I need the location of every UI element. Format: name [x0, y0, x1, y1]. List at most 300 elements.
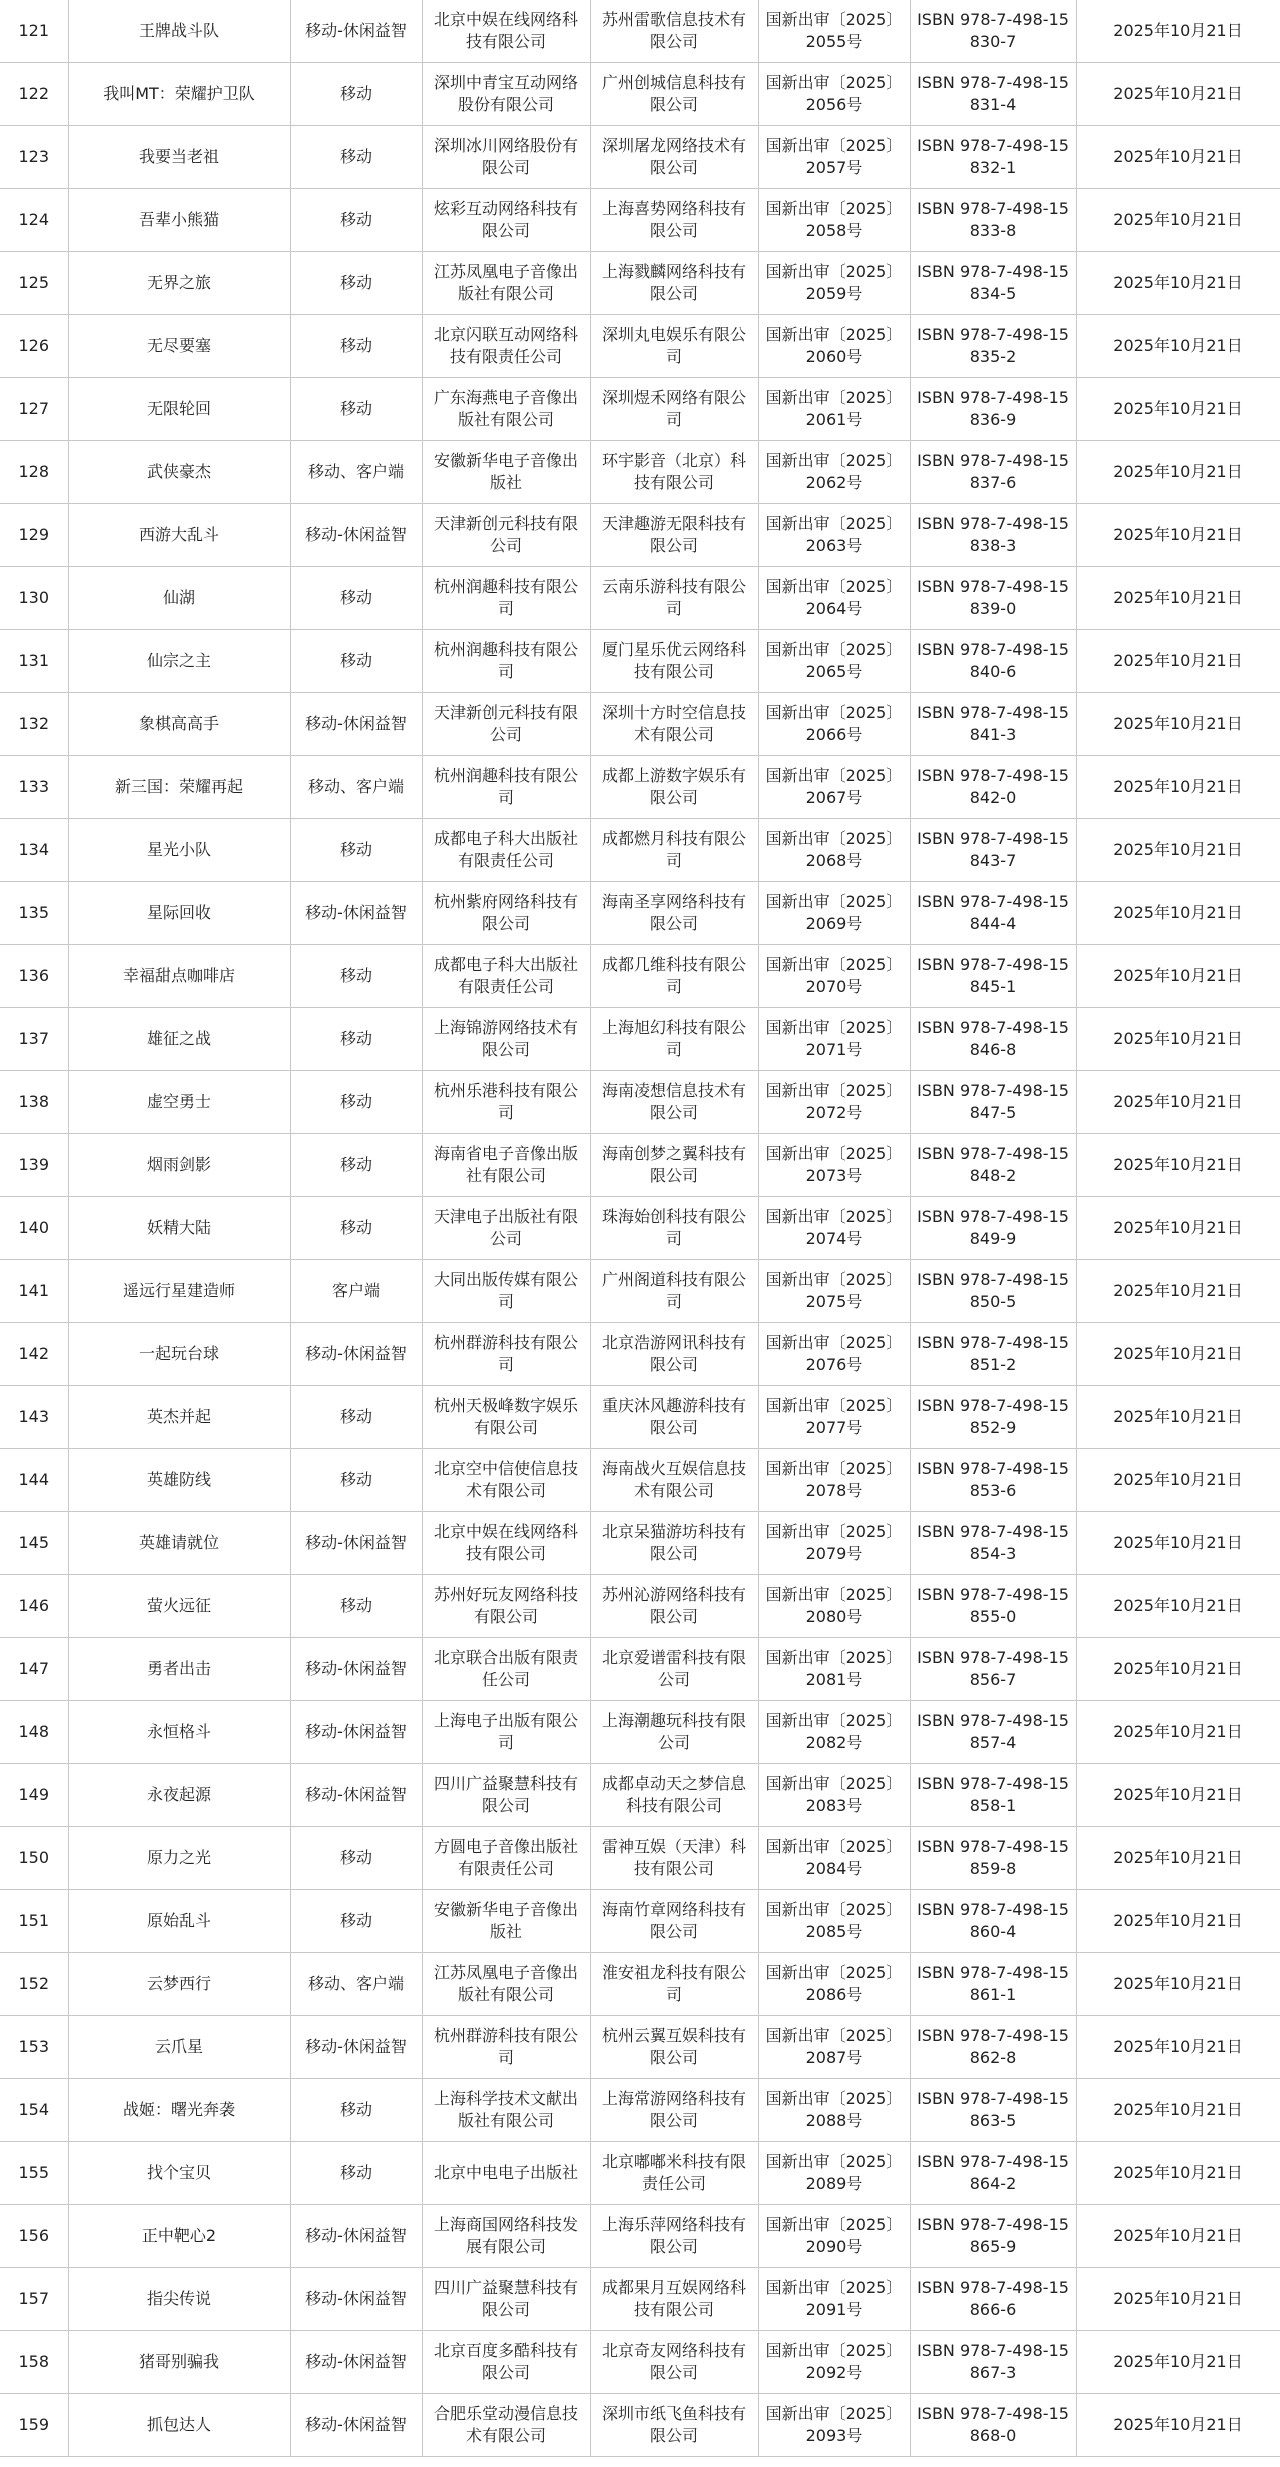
row-number-cell: 143 — [0, 1386, 68, 1449]
game-name-cell: 仙宗之主 — [68, 630, 290, 693]
approval-number-cell: 国新出审〔2025〕2073号 — [758, 1134, 910, 1197]
game-type-cell: 移动 — [290, 1827, 422, 1890]
isbn-cell: ISBN 978-7-498-15833-8 — [910, 189, 1076, 252]
operator-cell: 海南创梦之翼科技有限公司 — [590, 1134, 758, 1197]
game-type-cell: 移动 — [290, 1197, 422, 1260]
table-row — [0, 1953, 1280, 2016]
table-row — [0, 252, 1280, 315]
game-type-cell: 移动、客户端 — [290, 756, 422, 819]
game-name-cell: 找个宝贝 — [68, 2142, 290, 2205]
approval-date-cell: 2025年10月21日 — [1076, 2142, 1280, 2205]
publisher-cell: 大同出版传媒有限公司 — [422, 1260, 590, 1323]
row-number-cell: 138 — [0, 1071, 68, 1134]
game-name-cell: 指尖传说 — [68, 2268, 290, 2331]
operator-cell: 雷神互娱（天津）科技有限公司 — [590, 1827, 758, 1890]
approval-number-cell: 国新出审〔2025〕2065号 — [758, 630, 910, 693]
table-row — [0, 2268, 1280, 2331]
table-row — [0, 2016, 1280, 2079]
game-name-cell: 云爪星 — [68, 2016, 290, 2079]
isbn-cell: ISBN 978-7-498-15832-1 — [910, 126, 1076, 189]
game-name-cell: 幸福甜点咖啡店 — [68, 945, 290, 1008]
game-name-cell: 我叫MT：荣耀护卫队 — [68, 63, 290, 126]
isbn-cell: ISBN 978-7-498-15839-0 — [910, 567, 1076, 630]
operator-cell: 杭州云翼互娱科技有限公司 — [590, 2016, 758, 2079]
game-type-cell: 移动-休闲益智 — [290, 2331, 422, 2394]
isbn-cell: ISBN 978-7-498-15864-2 — [910, 2142, 1076, 2205]
publisher-cell: 杭州紫府网络科技有限公司 — [422, 882, 590, 945]
approval-number-cell: 国新出审〔2025〕2076号 — [758, 1323, 910, 1386]
approval-number-cell: 国新出审〔2025〕2089号 — [758, 2142, 910, 2205]
publisher-cell: 成都电子科大出版社有限责任公司 — [422, 819, 590, 882]
isbn-cell: ISBN 978-7-498-15843-7 — [910, 819, 1076, 882]
approval-number-cell: 国新出审〔2025〕2070号 — [758, 945, 910, 1008]
game-name-cell: 吾辈小熊猫 — [68, 189, 290, 252]
approval-number-cell: 国新出审〔2025〕2077号 — [758, 1386, 910, 1449]
game-name-cell: 新三国：荣耀再起 — [68, 756, 290, 819]
game-type-cell: 移动 — [290, 1449, 422, 1512]
game-name-cell: 虚空勇士 — [68, 1071, 290, 1134]
approval-date-cell: 2025年10月21日 — [1076, 378, 1280, 441]
row-number-cell: 124 — [0, 189, 68, 252]
approval-date-cell: 2025年10月21日 — [1076, 1575, 1280, 1638]
approval-number-cell: 国新出审〔2025〕2066号 — [758, 693, 910, 756]
isbn-cell: ISBN 978-7-498-15851-2 — [910, 1323, 1076, 1386]
approval-number-cell: 国新出审〔2025〕2061号 — [758, 378, 910, 441]
publisher-cell: 天津新创元科技有限公司 — [422, 693, 590, 756]
publisher-cell: 上海锦游网络技术有限公司 — [422, 1008, 590, 1071]
game-type-cell: 移动 — [290, 189, 422, 252]
operator-cell: 上海戮麟网络科技有限公司 — [590, 252, 758, 315]
row-number-cell: 155 — [0, 2142, 68, 2205]
publisher-cell: 广东海燕电子音像出版社有限公司 — [422, 378, 590, 441]
publisher-cell: 北京中娱在线网络科技有限公司 — [422, 1512, 590, 1575]
approval-date-cell: 2025年10月21日 — [1076, 945, 1280, 1008]
approval-date-cell: 2025年10月21日 — [1076, 1638, 1280, 1701]
operator-cell: 成都燃月科技有限公司 — [590, 819, 758, 882]
approval-date-cell: 2025年10月21日 — [1076, 630, 1280, 693]
operator-cell: 天津趣游无限科技有限公司 — [590, 504, 758, 567]
game-name-cell: 正中靶心2 — [68, 2205, 290, 2268]
isbn-cell: ISBN 978-7-498-15847-5 — [910, 1071, 1076, 1134]
game-name-cell: 妖精大陆 — [68, 1197, 290, 1260]
approval-date-cell: 2025年10月21日 — [1076, 1764, 1280, 1827]
row-number-cell: 132 — [0, 693, 68, 756]
approval-date-cell: 2025年10月21日 — [1076, 1449, 1280, 1512]
operator-cell: 北京嘟嘟米科技有限责任公司 — [590, 2142, 758, 2205]
approval-date-cell: 2025年10月21日 — [1076, 189, 1280, 252]
isbn-cell: ISBN 978-7-498-15844-4 — [910, 882, 1076, 945]
game-name-cell: 星光小队 — [68, 819, 290, 882]
publisher-cell: 北京联合出版有限责任公司 — [422, 1638, 590, 1701]
row-number-cell: 129 — [0, 504, 68, 567]
publisher-cell: 四川广益聚慧科技有限公司 — [422, 2268, 590, 2331]
operator-cell: 成都卓动天之梦信息科技有限公司 — [590, 1764, 758, 1827]
isbn-cell: ISBN 978-7-498-15841-3 — [910, 693, 1076, 756]
operator-cell: 上海旭幻科技有限公司 — [590, 1008, 758, 1071]
table-row — [0, 2331, 1280, 2394]
approval-date-cell: 2025年10月21日 — [1076, 441, 1280, 504]
row-number-cell: 154 — [0, 2079, 68, 2142]
isbn-cell: ISBN 978-7-498-15858-1 — [910, 1764, 1076, 1827]
table-row — [0, 1323, 1280, 1386]
table-row — [0, 189, 1280, 252]
operator-cell: 北京呆猫游坊科技有限公司 — [590, 1512, 758, 1575]
game-type-cell: 移动 — [290, 945, 422, 1008]
game-type-cell: 移动-休闲益智 — [290, 1764, 422, 1827]
isbn-cell: ISBN 978-7-498-15866-6 — [910, 2268, 1076, 2331]
approval-date-cell: 2025年10月21日 — [1076, 882, 1280, 945]
publisher-cell: 北京中娱在线网络科技有限公司 — [422, 0, 590, 63]
operator-cell: 深圳煜禾网络有限公司 — [590, 378, 758, 441]
operator-cell: 广州阁道科技有限公司 — [590, 1260, 758, 1323]
row-number-cell: 123 — [0, 126, 68, 189]
game-name-cell: 烟雨剑影 — [68, 1134, 290, 1197]
table-row — [0, 2142, 1280, 2205]
operator-cell: 苏州沁游网络科技有限公司 — [590, 1575, 758, 1638]
publisher-cell: 天津电子出版社有限公司 — [422, 1197, 590, 1260]
game-name-cell: 王牌战斗队 — [68, 0, 290, 63]
row-number-cell: 136 — [0, 945, 68, 1008]
game-type-cell: 移动 — [290, 1575, 422, 1638]
isbn-cell: ISBN 978-7-498-15852-9 — [910, 1386, 1076, 1449]
approval-number-cell: 国新出审〔2025〕2088号 — [758, 2079, 910, 2142]
game-type-cell: 移动 — [290, 315, 422, 378]
approval-date-cell: 2025年10月21日 — [1076, 315, 1280, 378]
table-row — [0, 1512, 1280, 1575]
game-type-cell: 移动-休闲益智 — [290, 1512, 422, 1575]
table-row — [0, 1575, 1280, 1638]
row-number-cell: 122 — [0, 63, 68, 126]
publisher-cell: 杭州润趣科技有限公司 — [422, 756, 590, 819]
approval-number-cell: 国新出审〔2025〕2092号 — [758, 2331, 910, 2394]
approval-date-cell: 2025年10月21日 — [1076, 1197, 1280, 1260]
operator-cell: 上海常游网络科技有限公司 — [590, 2079, 758, 2142]
isbn-cell: ISBN 978-7-498-15834-5 — [910, 252, 1076, 315]
isbn-cell: ISBN 978-7-498-15830-7 — [910, 0, 1076, 63]
row-number-cell: 128 — [0, 441, 68, 504]
approval-number-cell: 国新出审〔2025〕2080号 — [758, 1575, 910, 1638]
game-name-cell: 英雄防线 — [68, 1449, 290, 1512]
table-row — [0, 2079, 1280, 2142]
publisher-cell: 海南省电子音像出版社有限公司 — [422, 1134, 590, 1197]
operator-cell: 深圳十方时空信息技术有限公司 — [590, 693, 758, 756]
row-number-cell: 142 — [0, 1323, 68, 1386]
approval-number-cell: 国新出审〔2025〕2064号 — [758, 567, 910, 630]
approval-date-cell: 2025年10月21日 — [1076, 1890, 1280, 1953]
game-name-cell: 星际回收 — [68, 882, 290, 945]
operator-cell: 上海喜势网络科技有限公司 — [590, 189, 758, 252]
approval-number-cell: 国新出审〔2025〕2071号 — [758, 1008, 910, 1071]
approval-date-cell: 2025年10月21日 — [1076, 2268, 1280, 2331]
game-name-cell: 英雄请就位 — [68, 1512, 290, 1575]
game-name-cell: 武侠豪杰 — [68, 441, 290, 504]
table-row — [0, 567, 1280, 630]
approval-date-cell: 2025年10月21日 — [1076, 1512, 1280, 1575]
game-name-cell: 一起玩台球 — [68, 1323, 290, 1386]
approval-number-cell: 国新出审〔2025〕2074号 — [758, 1197, 910, 1260]
approval-date-cell: 2025年10月21日 — [1076, 1386, 1280, 1449]
row-number-cell: 131 — [0, 630, 68, 693]
publisher-cell: 安徽新华电子音像出版社 — [422, 1890, 590, 1953]
publisher-cell: 上海电子出版有限公司 — [422, 1701, 590, 1764]
publisher-cell: 炫彩互动网络科技有限公司 — [422, 189, 590, 252]
approval-number-cell: 国新出审〔2025〕2085号 — [758, 1890, 910, 1953]
approval-date-cell: 2025年10月21日 — [1076, 1701, 1280, 1764]
table-row — [0, 819, 1280, 882]
approval-number-cell: 国新出审〔2025〕2083号 — [758, 1764, 910, 1827]
publisher-cell: 北京闪联互动网络科技有限责任公司 — [422, 315, 590, 378]
table-row — [0, 1890, 1280, 1953]
approval-number-cell: 国新出审〔2025〕2068号 — [758, 819, 910, 882]
game-type-cell: 移动 — [290, 2079, 422, 2142]
approval-number-cell: 国新出审〔2025〕2060号 — [758, 315, 910, 378]
publisher-cell: 杭州群游科技有限公司 — [422, 1323, 590, 1386]
approval-number-cell: 国新出审〔2025〕2059号 — [758, 252, 910, 315]
game-type-cell: 移动 — [290, 63, 422, 126]
publisher-cell: 深圳冰川网络股份有限公司 — [422, 126, 590, 189]
operator-cell: 重庆沐风趣游科技有限公司 — [590, 1386, 758, 1449]
table-row — [0, 0, 1280, 63]
operator-cell: 海南战火互娱信息技术有限公司 — [590, 1449, 758, 1512]
operator-cell: 海南圣享网络科技有限公司 — [590, 882, 758, 945]
row-number-cell: 127 — [0, 378, 68, 441]
approval-number-cell: 国新出审〔2025〕2087号 — [758, 2016, 910, 2079]
approval-date-cell: 2025年10月21日 — [1076, 756, 1280, 819]
table-row — [0, 1449, 1280, 1512]
game-type-cell: 移动-休闲益智 — [290, 693, 422, 756]
row-number-cell: 130 — [0, 567, 68, 630]
isbn-cell: ISBN 978-7-498-15846-8 — [910, 1008, 1076, 1071]
operator-cell: 广州创城信息科技有限公司 — [590, 63, 758, 126]
game-name-cell: 云梦西行 — [68, 1953, 290, 2016]
operator-cell: 北京浩游网讯科技有限公司 — [590, 1323, 758, 1386]
approval-date-cell: 2025年10月21日 — [1076, 1071, 1280, 1134]
row-number-cell: 125 — [0, 252, 68, 315]
approval-date-cell: 2025年10月21日 — [1076, 1134, 1280, 1197]
publisher-cell: 四川广益聚慧科技有限公司 — [422, 1764, 590, 1827]
table-row — [0, 1827, 1280, 1890]
row-number-cell: 144 — [0, 1449, 68, 1512]
approval-number-cell: 国新出审〔2025〕2091号 — [758, 2268, 910, 2331]
game-type-cell: 移动 — [290, 1008, 422, 1071]
game-type-cell: 移动-休闲益智 — [290, 882, 422, 945]
game-name-cell: 仙湖 — [68, 567, 290, 630]
row-number-cell: 140 — [0, 1197, 68, 1260]
approval-number-cell: 国新出审〔2025〕2072号 — [758, 1071, 910, 1134]
operator-cell: 海南竹章网络科技有限公司 — [590, 1890, 758, 1953]
row-number-cell: 121 — [0, 0, 68, 63]
game-type-cell: 移动 — [290, 1071, 422, 1134]
game-type-cell: 移动-休闲益智 — [290, 2205, 422, 2268]
approval-date-cell: 2025年10月21日 — [1076, 1323, 1280, 1386]
row-number-cell: 149 — [0, 1764, 68, 1827]
game-type-cell: 移动-休闲益智 — [290, 2016, 422, 2079]
approval-date-cell: 2025年10月21日 — [1076, 567, 1280, 630]
operator-cell: 成都上游数字娱乐有限公司 — [590, 756, 758, 819]
approval-number-cell: 国新出审〔2025〕2069号 — [758, 882, 910, 945]
approval-date-cell: 2025年10月21日 — [1076, 0, 1280, 63]
game-type-cell: 移动-休闲益智 — [290, 504, 422, 567]
approval-date-cell: 2025年10月21日 — [1076, 63, 1280, 126]
isbn-cell: ISBN 978-7-498-15835-2 — [910, 315, 1076, 378]
game-name-cell: 无界之旅 — [68, 252, 290, 315]
row-number-cell: 159 — [0, 2394, 68, 2457]
publisher-cell: 深圳中青宝互动网络股份有限公司 — [422, 63, 590, 126]
approval-number-cell: 国新出审〔2025〕2079号 — [758, 1512, 910, 1575]
publisher-cell: 成都电子科大出版社有限责任公司 — [422, 945, 590, 1008]
table-row — [0, 1008, 1280, 1071]
isbn-cell: ISBN 978-7-498-15836-9 — [910, 378, 1076, 441]
table-row — [0, 1701, 1280, 1764]
approval-number-cell: 国新出审〔2025〕2078号 — [758, 1449, 910, 1512]
row-number-cell: 137 — [0, 1008, 68, 1071]
operator-cell: 深圳市纸飞鱼科技有限公司 — [590, 2394, 758, 2457]
isbn-cell: ISBN 978-7-498-15848-2 — [910, 1134, 1076, 1197]
publisher-cell: 江苏凤凰电子音像出版社有限公司 — [422, 1953, 590, 2016]
row-number-cell: 145 — [0, 1512, 68, 1575]
isbn-cell: ISBN 978-7-498-15850-5 — [910, 1260, 1076, 1323]
publisher-cell: 杭州润趣科技有限公司 — [422, 567, 590, 630]
isbn-cell: ISBN 978-7-498-15840-6 — [910, 630, 1076, 693]
isbn-cell: ISBN 978-7-498-15842-0 — [910, 756, 1076, 819]
publisher-cell: 杭州润趣科技有限公司 — [422, 630, 590, 693]
game-type-cell: 移动 — [290, 819, 422, 882]
table-row — [0, 1197, 1280, 1260]
approval-number-cell: 国新出审〔2025〕2067号 — [758, 756, 910, 819]
isbn-cell: ISBN 978-7-498-15857-4 — [910, 1701, 1076, 1764]
table-row — [0, 1638, 1280, 1701]
approval-number-cell: 国新出审〔2025〕2093号 — [758, 2394, 910, 2457]
game-name-cell: 无尽要塞 — [68, 315, 290, 378]
operator-cell: 苏州雷歌信息技术有限公司 — [590, 0, 758, 63]
approval-number-cell: 国新出审〔2025〕2082号 — [758, 1701, 910, 1764]
approval-number-cell: 国新出审〔2025〕2075号 — [758, 1260, 910, 1323]
approval-date-cell: 2025年10月21日 — [1076, 1827, 1280, 1890]
game-type-cell: 移动、客户端 — [290, 1953, 422, 2016]
approval-date-cell: 2025年10月21日 — [1076, 504, 1280, 567]
game-type-cell: 移动-休闲益智 — [290, 0, 422, 63]
game-name-cell: 永夜起源 — [68, 1764, 290, 1827]
table-row — [0, 378, 1280, 441]
approval-number-cell: 国新出审〔2025〕2055号 — [758, 0, 910, 63]
table-row — [0, 1134, 1280, 1197]
operator-cell: 海南凌想信息技术有限公司 — [590, 1071, 758, 1134]
row-number-cell: 156 — [0, 2205, 68, 2268]
game-type-cell: 移动 — [290, 630, 422, 693]
isbn-cell: ISBN 978-7-498-15838-3 — [910, 504, 1076, 567]
row-number-cell: 139 — [0, 1134, 68, 1197]
publisher-cell: 北京空中信使信息技术有限公司 — [422, 1449, 590, 1512]
table-row — [0, 315, 1280, 378]
publisher-cell: 北京百度多酷科技有限公司 — [422, 2331, 590, 2394]
game-type-cell: 移动、客户端 — [290, 441, 422, 504]
operator-cell: 成都果月互娱网络科技有限公司 — [590, 2268, 758, 2331]
operator-cell: 厦门星乐优云网络科技有限公司 — [590, 630, 758, 693]
game-name-cell: 我要当老祖 — [68, 126, 290, 189]
publisher-cell: 上海科学技术文献出版社有限公司 — [422, 2079, 590, 2142]
row-number-cell: 158 — [0, 2331, 68, 2394]
table-row — [0, 693, 1280, 756]
game-type-cell: 移动 — [290, 1386, 422, 1449]
table-row — [0, 2205, 1280, 2268]
row-number-cell: 147 — [0, 1638, 68, 1701]
table-row — [0, 504, 1280, 567]
game-type-cell: 移动 — [290, 126, 422, 189]
game-name-cell: 无限轮回 — [68, 378, 290, 441]
publisher-cell: 合肥乐堂动漫信息技术有限公司 — [422, 2394, 590, 2457]
operator-cell: 淮安祖龙科技有限公司 — [590, 1953, 758, 2016]
approval-date-cell: 2025年10月21日 — [1076, 2331, 1280, 2394]
publisher-cell: 杭州乐港科技有限公司 — [422, 1071, 590, 1134]
approval-number-cell: 国新出审〔2025〕2086号 — [758, 1953, 910, 2016]
game-type-cell: 客户端 — [290, 1260, 422, 1323]
approval-number-cell: 国新出审〔2025〕2056号 — [758, 63, 910, 126]
row-number-cell: 153 — [0, 2016, 68, 2079]
game-name-cell: 原力之光 — [68, 1827, 290, 1890]
table-row — [0, 630, 1280, 693]
publisher-cell: 杭州群游科技有限公司 — [422, 2016, 590, 2079]
game-type-cell: 移动-休闲益智 — [290, 2394, 422, 2457]
row-number-cell: 148 — [0, 1701, 68, 1764]
game-name-cell: 勇者出击 — [68, 1638, 290, 1701]
table-row — [0, 441, 1280, 504]
approval-date-cell: 2025年10月21日 — [1076, 1260, 1280, 1323]
isbn-cell: ISBN 978-7-498-15859-8 — [910, 1827, 1076, 1890]
isbn-cell: ISBN 978-7-498-15863-5 — [910, 2079, 1076, 2142]
table-row — [0, 1386, 1280, 1449]
row-number-cell: 151 — [0, 1890, 68, 1953]
approval-date-cell: 2025年10月21日 — [1076, 1953, 1280, 2016]
publisher-cell: 杭州天极峰数字娱乐有限公司 — [422, 1386, 590, 1449]
row-number-cell: 126 — [0, 315, 68, 378]
approval-number-cell: 国新出审〔2025〕2090号 — [758, 2205, 910, 2268]
isbn-cell: ISBN 978-7-498-15867-3 — [910, 2331, 1076, 2394]
approval-date-cell: 2025年10月21日 — [1076, 126, 1280, 189]
row-number-cell: 152 — [0, 1953, 68, 2016]
table-row — [0, 945, 1280, 1008]
table-row — [0, 1260, 1280, 1323]
operator-cell: 深圳屠龙网络技术有限公司 — [590, 126, 758, 189]
approval-date-cell: 2025年10月21日 — [1076, 2079, 1280, 2142]
approval-number-cell: 国新出审〔2025〕2084号 — [758, 1827, 910, 1890]
table-row — [0, 882, 1280, 945]
row-number-cell: 150 — [0, 1827, 68, 1890]
approval-number-cell: 国新出审〔2025〕2063号 — [758, 504, 910, 567]
game-type-cell: 移动-休闲益智 — [290, 1638, 422, 1701]
approval-date-cell: 2025年10月21日 — [1076, 2394, 1280, 2457]
row-number-cell: 146 — [0, 1575, 68, 1638]
game-type-cell: 移动 — [290, 1134, 422, 1197]
game-name-cell: 抓包达人 — [68, 2394, 290, 2457]
game-name-cell: 萤火远征 — [68, 1575, 290, 1638]
approval-date-cell: 2025年10月21日 — [1076, 252, 1280, 315]
publisher-cell: 江苏凤凰电子音像出版社有限公司 — [422, 252, 590, 315]
approval-number-cell: 国新出审〔2025〕2081号 — [758, 1638, 910, 1701]
game-type-cell: 移动-休闲益智 — [290, 2268, 422, 2331]
isbn-cell: ISBN 978-7-498-15831-4 — [910, 63, 1076, 126]
isbn-cell: ISBN 978-7-498-15853-6 — [910, 1449, 1076, 1512]
game-name-cell: 英杰并起 — [68, 1386, 290, 1449]
operator-cell: 深圳丸电娱乐有限公司 — [590, 315, 758, 378]
publisher-cell: 天津新创元科技有限公司 — [422, 504, 590, 567]
row-number-cell: 133 — [0, 756, 68, 819]
table-row — [0, 756, 1280, 819]
approval-date-cell: 2025年10月21日 — [1076, 693, 1280, 756]
row-number-cell: 135 — [0, 882, 68, 945]
game-name-cell: 雄征之战 — [68, 1008, 290, 1071]
publisher-cell: 上海商国网络科技发展有限公司 — [422, 2205, 590, 2268]
publisher-cell: 苏州好玩友网络科技有限公司 — [422, 1575, 590, 1638]
